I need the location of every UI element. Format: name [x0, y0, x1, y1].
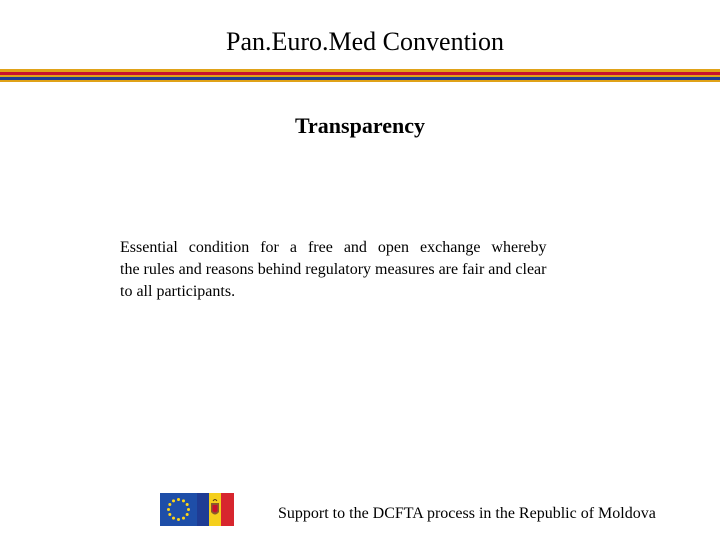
eu-star-icon: [172, 499, 175, 502]
eu-flag-icon: [160, 493, 197, 526]
eu-star-icon: [182, 517, 185, 520]
footer-text: Support to the DCFTA process in the Republic of Moldova: [278, 505, 656, 522]
body-line: the rules and reasons behind regulatory measures are fair and clear: [120, 261, 547, 278]
slide-title: Transparency: [295, 113, 425, 138]
body-paragraph: [120, 237, 600, 303]
body-line: Essential condition for a free and open exchange whereby: [120, 239, 547, 256]
eu-star-icon: [167, 508, 170, 511]
eu-moldova-flags-icon: [160, 493, 234, 526]
page-title: Pan.Euro.Med Convention: [225, 27, 505, 56]
eu-star-icon: [177, 518, 180, 521]
eu-star-icon: [168, 503, 171, 506]
eu-star-icon: [177, 498, 180, 501]
eu-star-icon: [186, 503, 189, 506]
eu-star-icon: [172, 517, 175, 520]
eu-star-icon: [186, 513, 189, 516]
moldova-flag-red: [221, 493, 234, 526]
body-line: to all participants.: [120, 283, 236, 300]
eu-star-icon: [182, 499, 185, 502]
stripe-gold: [0, 80, 720, 82]
eu-star-icon: [187, 508, 190, 511]
decorative-stripes: [0, 69, 720, 83]
moldova-flag-blue: [197, 493, 209, 526]
eu-star-icon: [168, 513, 171, 516]
